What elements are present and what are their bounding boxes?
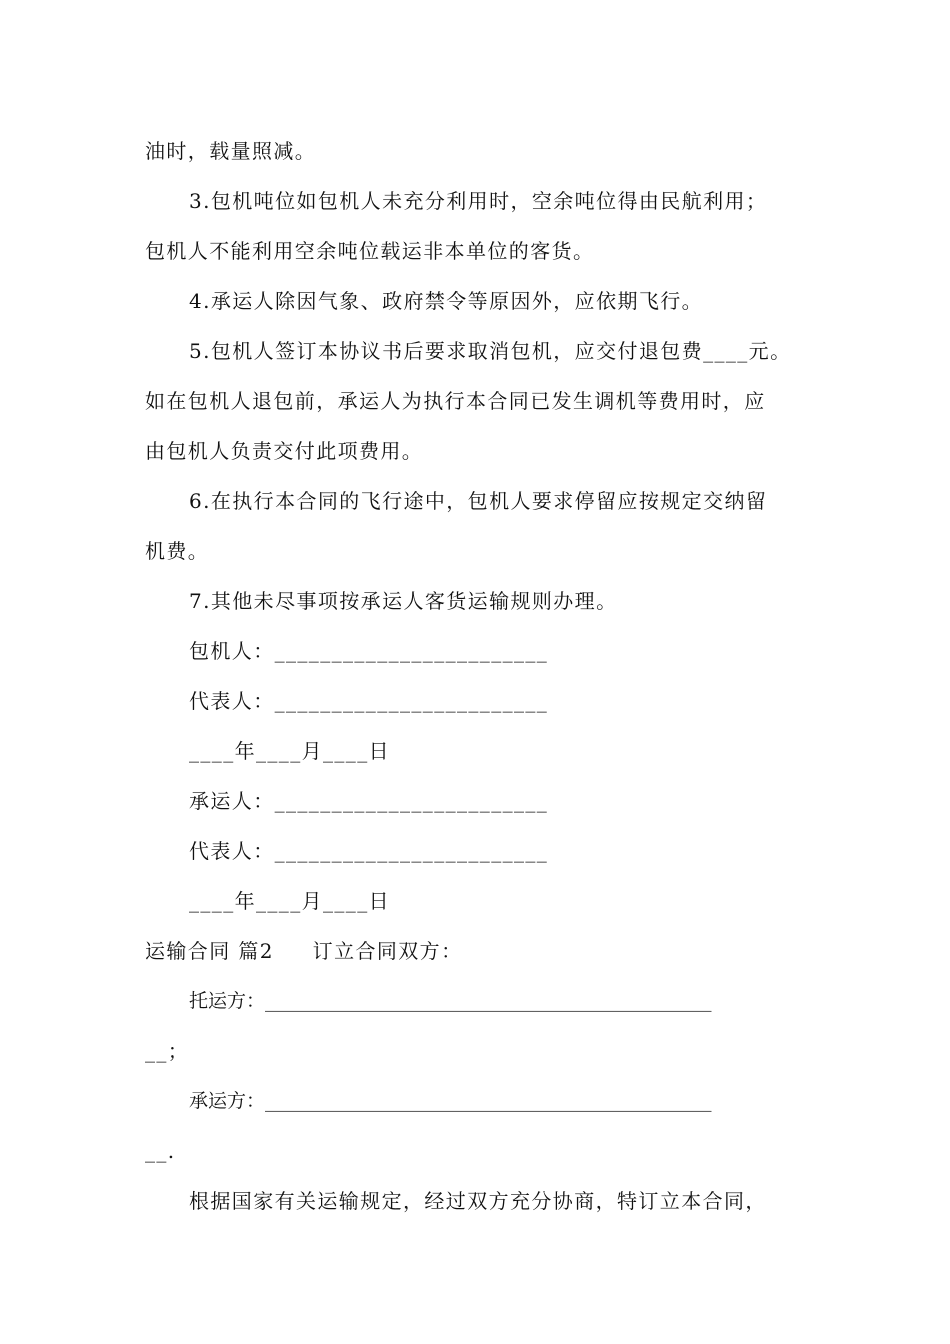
signature-field: 包机人：________________________ [189, 639, 549, 663]
text-line: 5.包机人签订本协议书后要求取消包机，应交付退包费____元。 [189, 339, 792, 363]
text-line: 机费。 [145, 539, 210, 563]
party-field: 托运方：_______________________________________________ [189, 990, 712, 1012]
text-line: __； [145, 1039, 190, 1063]
signature-field: 代表人：________________________ [189, 689, 549, 713]
text-line: 包机人不能利用空余吨位载运非本单位的客货。 [145, 239, 595, 263]
signature-field: 代表人：________________________ [189, 839, 549, 863]
text-line: 如在包机人退包前，承运人为执行本合同已发生调机等费用时，应 [145, 389, 766, 413]
text-line: 7.其他未尽事项按承运人客货运输规则办理。 [189, 589, 618, 613]
text-line: 4.承运人除因气象、政府禁令等原因外，应依期飞行。 [189, 289, 704, 313]
text-line: __. [145, 1139, 176, 1163]
date-field: ____年____月____日 [189, 739, 390, 763]
text-line: 油时，载量照减。 [145, 139, 317, 163]
party-field: 承运方：_______________________________________________ [189, 1090, 712, 1112]
section-heading: 运输合同 篇2 订立合同双方： [145, 939, 463, 963]
date-field: ____年____月____日 [189, 889, 390, 913]
signature-field: 承运人：________________________ [189, 789, 549, 813]
text-line: 根据国家有关运输规定，经过双方充分协商，特订立本合同， [189, 1189, 767, 1213]
text-line: 6.在执行本合同的飞行途中，包机人要求停留应按规定交纳留 [189, 489, 768, 513]
text-line: 由包机人负责交付此项费用。 [145, 439, 424, 463]
text-line: 3.包机吨位如包机人未充分利用时，空余吨位得由民航利用； [189, 189, 768, 213]
